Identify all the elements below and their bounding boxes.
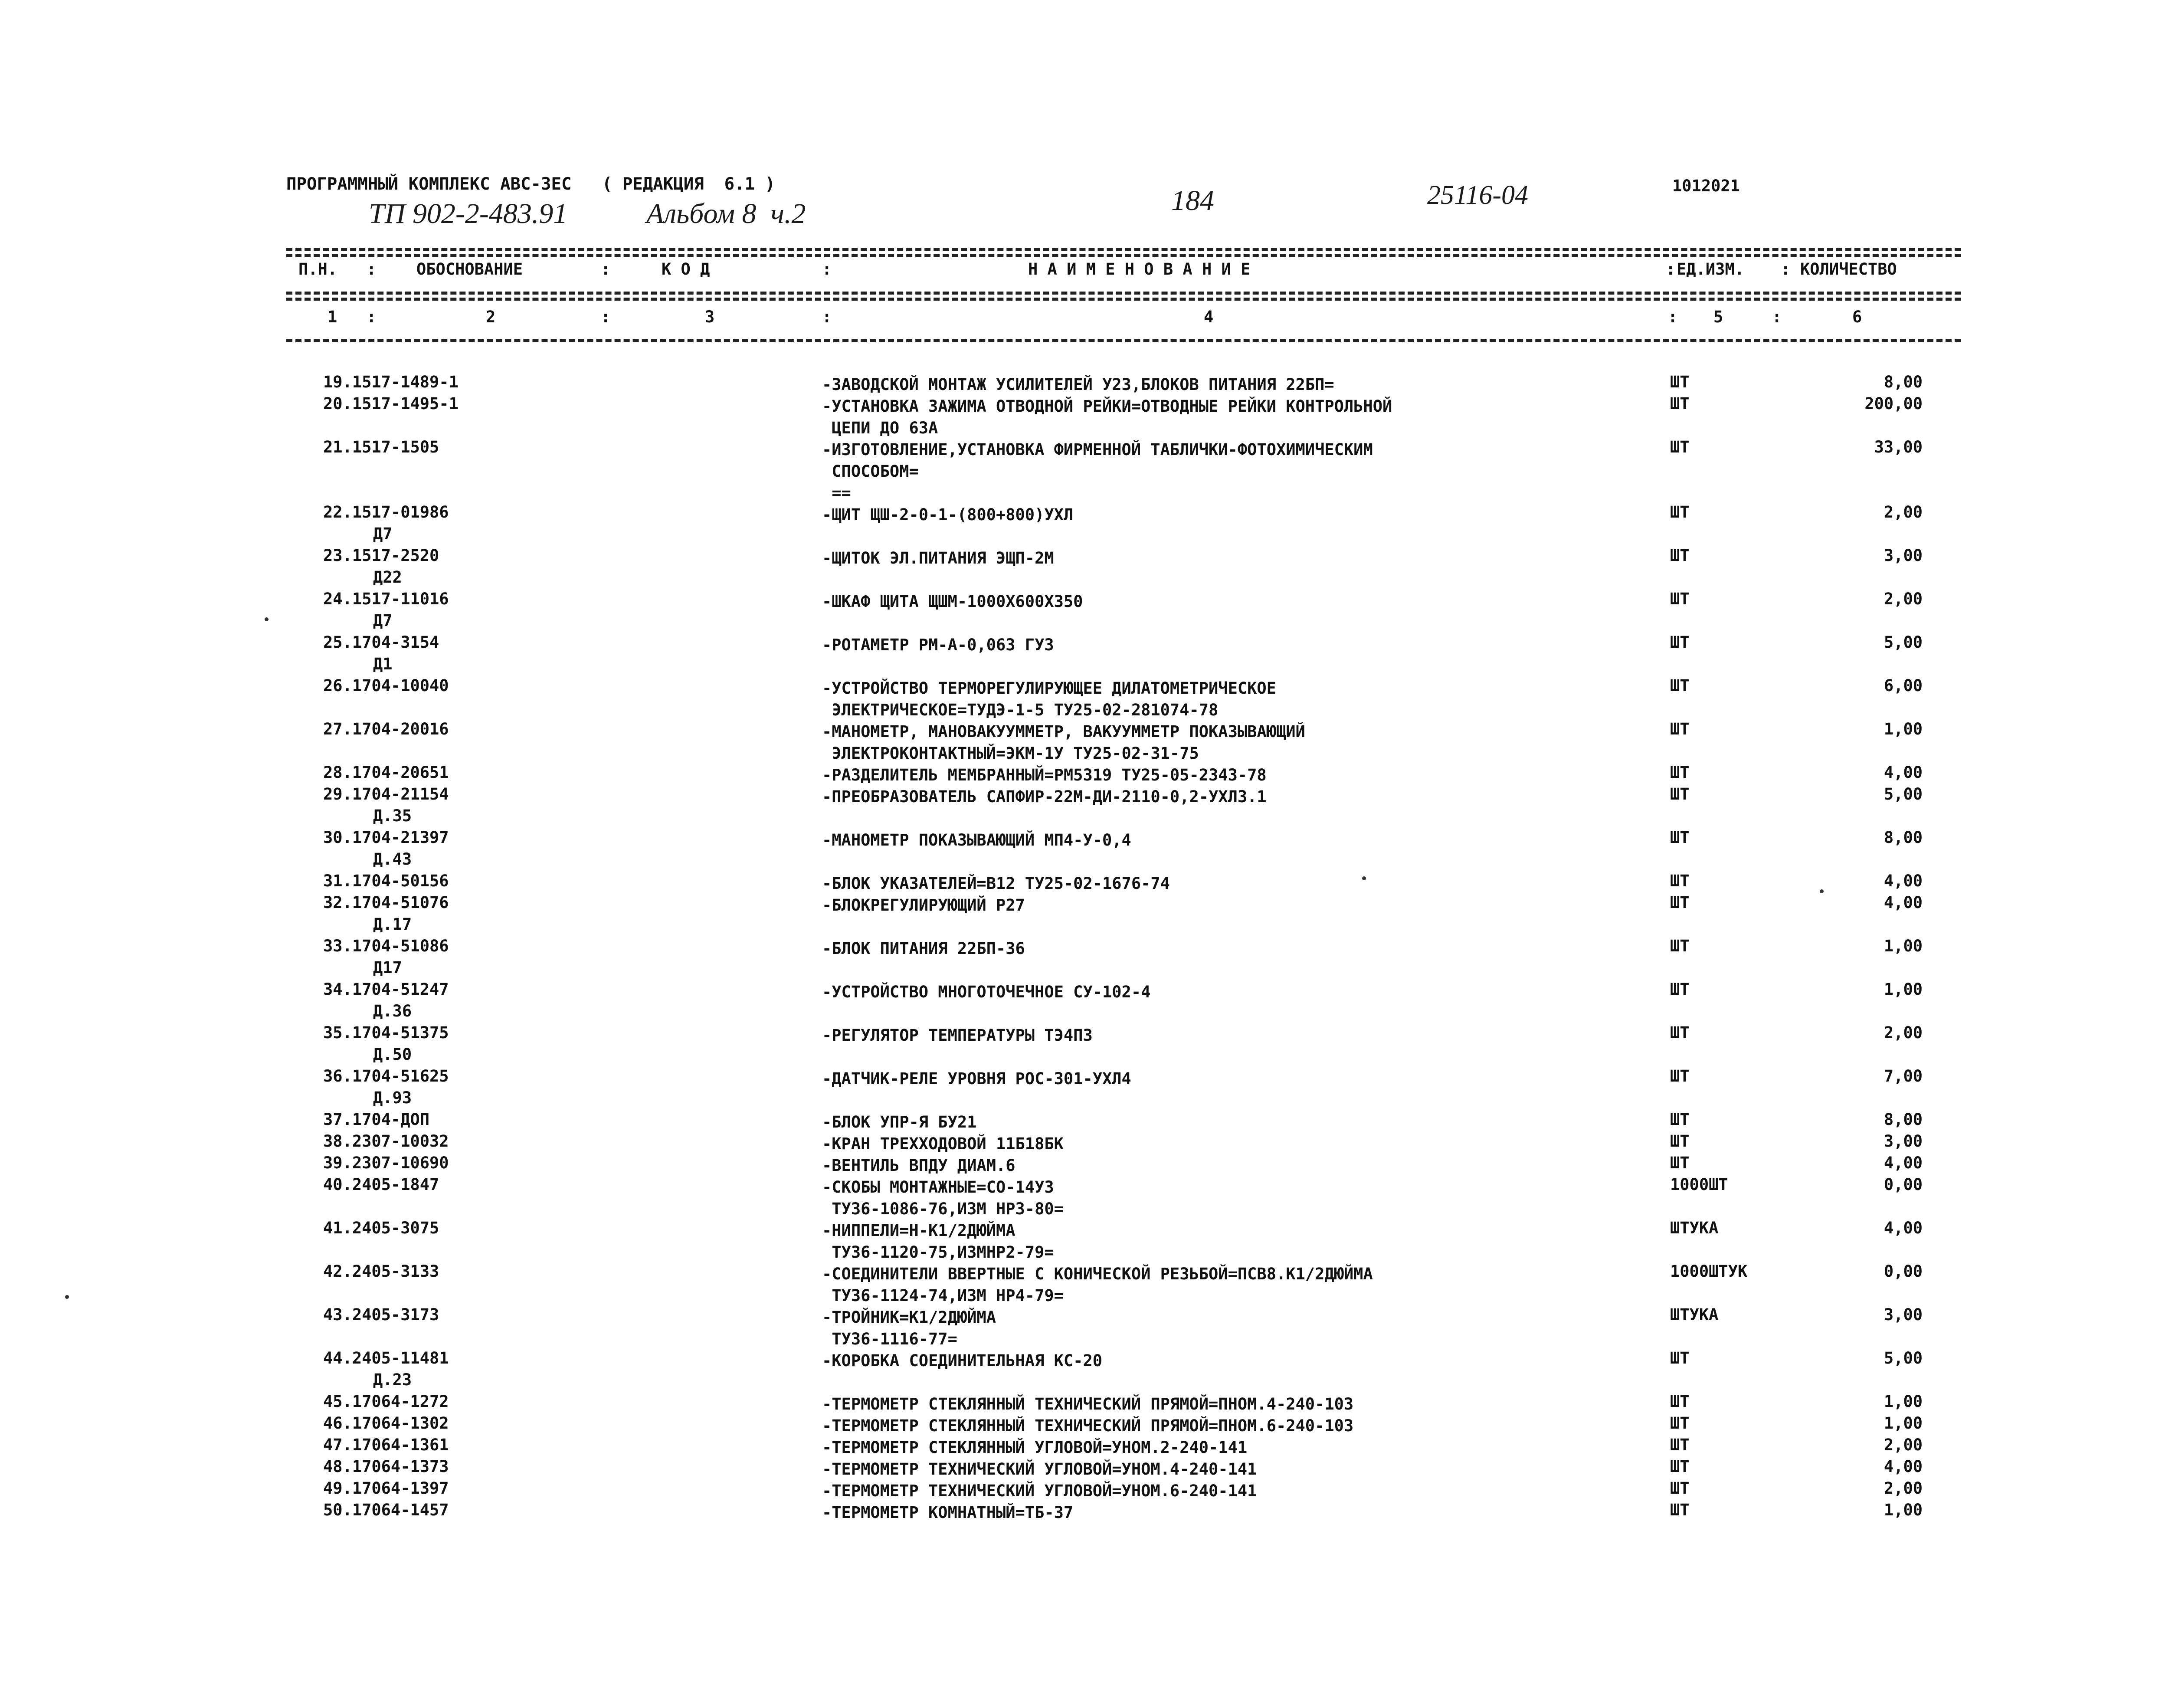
head-sep1: :: [367, 260, 377, 279]
row-unit: ШТ: [1670, 503, 1690, 521]
table-row: [0, 1415, 2162, 1437]
head-col3: К О Д: [662, 260, 710, 279]
row-number-code: 36.1704-51625: [323, 1067, 449, 1085]
row-number-code: 47.17064-1361: [323, 1436, 449, 1454]
row-number-code: 31.1704-50156: [323, 872, 449, 890]
row-continuation: Д22: [373, 568, 402, 587]
row-unit: ШТ: [1670, 1132, 1690, 1151]
row-quantity: 4,00: [1884, 1457, 1923, 1476]
table-row: [0, 786, 2162, 829]
table-row: [0, 1155, 2162, 1177]
row-quantity: 4,00: [1884, 1219, 1923, 1237]
row-name: -БЛОКРЕГУЛИРУЮЩИЙ Р27: [822, 896, 1025, 915]
row-number-code: 43.2405-3173: [323, 1305, 439, 1324]
row-unit: ШТ: [1670, 590, 1690, 608]
row-unit: ШТ: [1670, 937, 1690, 955]
row-quantity: 2,00: [1884, 1436, 1923, 1454]
row-quantity: 3,00: [1884, 1305, 1923, 1324]
row-name: -СКОБЫ МОНТАЖНЫЕ=СО-14УЗ ТУ36-1086-76,ИЗМ НР3-80=: [822, 1178, 1064, 1218]
row-number-code: 37.1704-ДОП: [323, 1110, 430, 1129]
row-name: -ДАТЧИК-РЕЛЕ УРОВНЯ РОС-301-УХЛ4: [822, 1069, 1131, 1088]
row-unit: ШТ: [1670, 1067, 1690, 1085]
row-name: -ТЕРМОМЕТР ТЕХНИЧЕСКИЙ УГЛОВОЙ=УНОМ.6-240-141: [822, 1482, 1257, 1500]
table-row: [0, 1068, 2162, 1111]
table-row: [0, 1393, 2162, 1415]
head-numsep2: :: [601, 308, 611, 326]
row-unit: ШТ: [1670, 720, 1690, 738]
row-name: -ИЗГОТОВЛЕНИЕ,УСТАНОВКА ФИРМЕННОЙ ТАБЛИЧКИ-ФОТОХИМИЧЕСКИМ СПОСОБОМ= ==: [822, 440, 1373, 502]
row-name: -КОРОБКА СОЕДИНИТЕЛЬНАЯ КС-20: [822, 1351, 1103, 1370]
row-number-code: 27.1704-20016: [323, 720, 449, 738]
row-number-code: 39.2307-10690: [323, 1154, 449, 1172]
row-number-code: 34.1704-51247: [323, 980, 449, 999]
row-unit: 1000ШТУК: [1670, 1262, 1748, 1281]
table-row: [0, 439, 2162, 504]
row-name: -ВЕНТИЛЬ ВПДУ ДИАМ.6: [822, 1156, 1015, 1175]
head-num3: 3: [705, 308, 715, 326]
table-row: [0, 1111, 2162, 1133]
row-quantity: 1,00: [1884, 1392, 1923, 1411]
row-unit: ШТ: [1670, 546, 1690, 565]
row-quantity: 5,00: [1884, 785, 1923, 803]
album-handwritten: Альбом 8 ч.2: [646, 198, 806, 229]
head-col2: ОБОСНОВАНИЕ: [416, 260, 523, 279]
row-number-code: 20.1517-1495-1: [323, 394, 459, 413]
head-num1: 1: [328, 308, 337, 326]
row-unit: ШТ: [1670, 1392, 1690, 1411]
row-name: -ТЕРМОМЕТР КОМНАТНЫЙ=ТБ-37: [822, 1503, 1074, 1522]
row-quantity: 4,00: [1884, 763, 1923, 782]
head-col6: КОЛИЧЕСТВО: [1800, 260, 1897, 279]
row-name: -РОТАМЕТР РМ-А-0,063 ГУЗ: [822, 636, 1054, 654]
row-quantity: 1,00: [1884, 1501, 1923, 1519]
row-unit: ШТ: [1670, 1023, 1690, 1042]
row-name: -НИППЕЛИ=Н-К1/2ДЮЙМА ТУ36-1120-75,ИЗМНР2-79=: [822, 1221, 1054, 1262]
row-quantity: 5,00: [1884, 633, 1923, 652]
table-row: [0, 1350, 2162, 1393]
row-name: -БЛОК УПР-Я БУ21: [822, 1113, 977, 1131]
row-name: -РЕГУЛЯТОР ТЕМПЕРАТУРЫ ТЭ4П3: [822, 1026, 1093, 1045]
row-number-code: 23.1517-2520: [323, 546, 439, 565]
row-unit: ШТ: [1670, 373, 1690, 391]
row-quantity: 2,00: [1884, 1479, 1923, 1498]
row-unit: ШТ: [1670, 1414, 1690, 1433]
row-name: -УСТАНОВКА ЗАЖИМА ОТВОДНОЙ РЕЙКИ=ОТВОДНЫЕ РЕЙКИ КОНТРОЛЬНОЙ ЦЕПИ ДО 63А: [822, 397, 1392, 437]
table-row: [0, 396, 2162, 439]
row-number-code: 45.17064-1272: [323, 1392, 449, 1411]
row-quantity: 2,00: [1884, 590, 1923, 608]
row-name: -ПРЕОБРАЗОВАТЕЛЬ САПФИР-22М-ДИ-2110-0,2-УХЛ3.1: [822, 787, 1267, 806]
scan-speck: [1362, 876, 1366, 880]
row-number-code: 44.2405-11481: [323, 1349, 449, 1367]
row-unit: ШТ: [1670, 872, 1690, 890]
table-row: [0, 1025, 2162, 1068]
head-numsep1: :: [367, 308, 377, 326]
row-name: -ТЕРМОМЕТР СТЕКЛЯННЫЙ ТЕХНИЧЕСКИЙ ПРЯМОЙ=ПНОМ.4-240-103: [822, 1395, 1354, 1413]
row-quantity: 3,00: [1884, 1132, 1923, 1151]
table-row: [0, 374, 2162, 396]
row-name: -КРАН ТРЕХХОДОВОЙ 11Б18БК: [822, 1134, 1064, 1153]
row-continuation: Д.93: [373, 1088, 412, 1107]
row-number-code: 42.2405-3133: [323, 1262, 439, 1281]
row-number-code: 21.1517-1505: [323, 438, 439, 456]
head-sep2: :: [601, 260, 611, 279]
table-row: [0, 938, 2162, 981]
row-name: -ТЕРМОМЕТР ТЕХНИЧЕСКИЙ УГЛОВОЙ=УНОМ.4-240-141: [822, 1460, 1257, 1479]
row-name: -ЩИТОК ЭЛ.ПИТАНИЯ ЭЩП-2М: [822, 549, 1054, 567]
row-number-code: 19.1517-1489-1: [323, 373, 459, 391]
row-unit: ШТ: [1670, 1479, 1690, 1498]
head-col5: ЕД.ИЗМ.: [1677, 260, 1744, 279]
row-quantity: 4,00: [1884, 893, 1923, 912]
head-sep5: :: [1781, 260, 1791, 279]
row-continuation: Д1: [373, 655, 393, 673]
rule-mid-2: [286, 298, 1961, 301]
row-quantity: 2,00: [1884, 503, 1923, 521]
row-name: -ШКАФ ЩИТА ЩШМ-1000Х600Х350: [822, 592, 1083, 611]
row-unit: ШТ: [1670, 785, 1690, 803]
scan-speck: [265, 617, 269, 621]
row-quantity: 200,00: [1864, 394, 1923, 413]
row-number-code: 28.1704-20651: [323, 763, 449, 782]
row-number-code: 46.17064-1302: [323, 1414, 449, 1433]
scan-speck: [65, 1295, 69, 1299]
head-col4: Н А И М Е Н О В А Н И Е: [1028, 260, 1251, 279]
table-row: [0, 504, 2162, 547]
table-row: [0, 678, 2162, 721]
table-row: [0, 1133, 2162, 1155]
head-sep3: :: [822, 260, 832, 279]
row-unit: ШТ: [1670, 438, 1690, 456]
row-quantity: 33,00: [1874, 438, 1923, 456]
row-unit: ШТ: [1670, 828, 1690, 847]
table-row: [0, 1263, 2162, 1307]
row-number-code: 50.17064-1457: [323, 1501, 449, 1519]
row-unit: ШТ: [1670, 676, 1690, 695]
row-continuation: Д.35: [373, 806, 412, 825]
row-quantity: 1,00: [1884, 980, 1923, 999]
page-number-handwritten: 184: [1171, 185, 1214, 216]
row-unit: ШТУКА: [1670, 1305, 1719, 1324]
table-row: [0, 764, 2162, 786]
table-row: [0, 1177, 2162, 1220]
head-num5: 5: [1713, 308, 1723, 326]
table-row: [0, 1502, 2162, 1524]
row-quantity: 0,00: [1884, 1262, 1923, 1281]
row-number-code: 38.2307-10032: [323, 1132, 449, 1151]
row-continuation: Д.43: [373, 850, 412, 869]
row-unit: ШТ: [1670, 980, 1690, 999]
row-unit: 1000ШТ: [1670, 1175, 1728, 1194]
rule-bottom: [286, 339, 1961, 342]
row-unit: ШТ: [1670, 893, 1690, 912]
row-quantity: 1,00: [1884, 937, 1923, 955]
row-number-code: 35.1704-51375: [323, 1023, 449, 1042]
row-unit: ШТ: [1670, 1501, 1690, 1519]
row-number-code: 22.1517-01986: [323, 503, 449, 521]
row-name: -УСТРОЙСТВО ТЕРМОРЕГУЛИРУЮЩЕЕ ДИЛАТОМЕТРИЧЕСКОЕ ЭЛЕКТРИЧЕСКОЕ=ТУДЭ-1-5 ТУ25-02-281074-78: [822, 679, 1276, 719]
scan-speck: [1820, 889, 1824, 893]
row-number-code: 32.1704-51076: [323, 893, 449, 912]
table-row: [0, 895, 2162, 938]
row-unit: ШТУКА: [1670, 1219, 1719, 1237]
row-name: -ТЕРМОМЕТР СТЕКЛЯННЫЙ УГЛОВОЙ=УНОМ.2-240-141: [822, 1438, 1248, 1457]
row-number-code: 30.1704-21397: [323, 828, 449, 847]
row-continuation: Д.36: [373, 1002, 412, 1020]
table-row: [0, 1220, 2162, 1263]
row-number-code: 41.2405-3075: [323, 1219, 439, 1237]
row-quantity: 8,00: [1884, 828, 1923, 847]
table-row: [0, 634, 2162, 678]
head-numsep4: :: [1668, 308, 1678, 326]
right-code: 1012021: [1672, 177, 1740, 195]
row-quantity: 1,00: [1884, 720, 1923, 738]
head-num6: 6: [1852, 308, 1862, 326]
row-number-code: 40.2405-1847: [323, 1175, 439, 1194]
row-quantity: 4,00: [1884, 872, 1923, 890]
table-row: [0, 1437, 2162, 1459]
row-name: -ТЕРМОМЕТР СТЕКЛЯННЫЙ ТЕХНИЧЕСКИЙ ПРЯМОЙ=ПНОМ.6-240-103: [822, 1416, 1354, 1435]
head-sep4: :: [1666, 260, 1676, 279]
head-num2: 2: [486, 308, 496, 326]
head-col1: П.Н.: [298, 260, 337, 279]
row-unit: ШТ: [1670, 1436, 1690, 1454]
row-unit: ШТ: [1670, 763, 1690, 782]
table-row: [0, 873, 2162, 895]
table-row: [0, 1480, 2162, 1502]
head-numsep5: :: [1772, 308, 1782, 326]
row-quantity: 0,00: [1884, 1175, 1923, 1194]
sheet-code-handwritten: 25116-04: [1427, 180, 1529, 210]
row-unit: ШТ: [1670, 1457, 1690, 1476]
table-row: [0, 721, 2162, 764]
row-number-code: 49.17064-1397: [323, 1479, 449, 1498]
table-row: [0, 591, 2162, 634]
row-number-code: 25.1704-3154: [323, 633, 439, 652]
table-row: [0, 1459, 2162, 1480]
row-unit: ШТ: [1670, 1154, 1690, 1172]
row-unit: ШТ: [1670, 1110, 1690, 1129]
table-row: [0, 547, 2162, 591]
row-quantity: 8,00: [1884, 373, 1923, 391]
row-quantity: 4,00: [1884, 1154, 1923, 1172]
row-number-code: 29.1704-21154: [323, 785, 449, 803]
row-name: -МАНОМЕТР, МАНОВАКУУММЕТР, ВАКУУММЕТР ПОКАЗЫВАЮЩИЙ ЭЛЕКТРОКОНТАКТНЫЙ=ЭКМ-1У ТУ25-02-31-75: [822, 722, 1305, 763]
head-num4: 4: [1204, 308, 1214, 326]
row-name: -ЗАВОДСКОЙ МОНТАЖ УСИЛИТЕЛЕЙ У23,БЛОКОВ ПИТАНИЯ 22БП=: [822, 375, 1334, 394]
head-numsep3: :: [822, 308, 832, 326]
row-quantity: 7,00: [1884, 1067, 1923, 1085]
doc-code-handwritten: ТП 902-2-483.91: [369, 198, 568, 229]
row-name: -ТРОЙНИК=К1/2ДЮЙМА ТУ36-1116-77=: [822, 1308, 996, 1348]
rule-top-1: [286, 248, 1961, 251]
row-name: -РАЗДЕЛИТЕЛЬ МЕМБРАННЫЙ=РМ5319 ТУ25-05-2343-78: [822, 766, 1267, 784]
row-name: -БЛОК ПИТАНИЯ 22БП-36: [822, 939, 1025, 958]
row-continuation: Д.23: [373, 1370, 412, 1389]
rule-top-2: [286, 254, 1961, 257]
table-row: [0, 981, 2162, 1025]
row-unit: ШТ: [1670, 633, 1690, 652]
row-quantity: 2,00: [1884, 1023, 1923, 1042]
row-name: -УСТРОЙСТВО МНОГОТОЧЕЧНОЕ СУ-102-4: [822, 983, 1151, 1001]
program-title: ПРОГРАММНЫЙ КОМПЛЕКС АВС-3ЕС ( РЕДАКЦИЯ 6.1 ): [286, 174, 776, 194]
row-quantity: 3,00: [1884, 546, 1923, 565]
row-quantity: 6,00: [1884, 676, 1923, 695]
row-number-code: 26.1704-10040: [323, 676, 449, 695]
row-name: -МАНОМЕТР ПОКАЗЫВАЮЩИЙ МП4-У-0,4: [822, 831, 1131, 849]
row-continuation: Д7: [373, 611, 393, 630]
row-unit: ШТ: [1670, 1349, 1690, 1367]
row-continuation: Д.50: [373, 1045, 412, 1064]
row-number-code: 48.17064-1373: [323, 1457, 449, 1476]
table-row: [0, 1307, 2162, 1350]
row-number-code: 24.1517-11016: [323, 590, 449, 608]
row-continuation: Д7: [373, 525, 393, 543]
row-number-code: 33.1704-51086: [323, 937, 449, 955]
row-quantity: 1,00: [1884, 1414, 1923, 1433]
rule-mid-1: [286, 292, 1961, 295]
row-unit: ШТ: [1670, 394, 1690, 413]
row-name: -СОЕДИНИТЕЛИ ВВЕРТНЫЕ С КОНИЧЕСКОЙ РЕЗЬБОЙ=ПСВ8.К1/2ДЮЙМА ТУ36-1124-74,ИЗМ НР4-79=: [822, 1265, 1373, 1305]
row-name: -ЩИТ ЩШ-2-0-1-(800+800)УХЛ: [822, 505, 1074, 524]
row-continuation: Д17: [373, 958, 402, 977]
row-name: -БЛОК УКАЗАТЕЛЕЙ=В12 ТУ25-02-1676-74: [822, 874, 1170, 893]
row-continuation: Д.17: [373, 915, 412, 934]
row-quantity: 5,00: [1884, 1349, 1923, 1367]
table-row: [0, 829, 2162, 873]
row-quantity: 8,00: [1884, 1110, 1923, 1129]
